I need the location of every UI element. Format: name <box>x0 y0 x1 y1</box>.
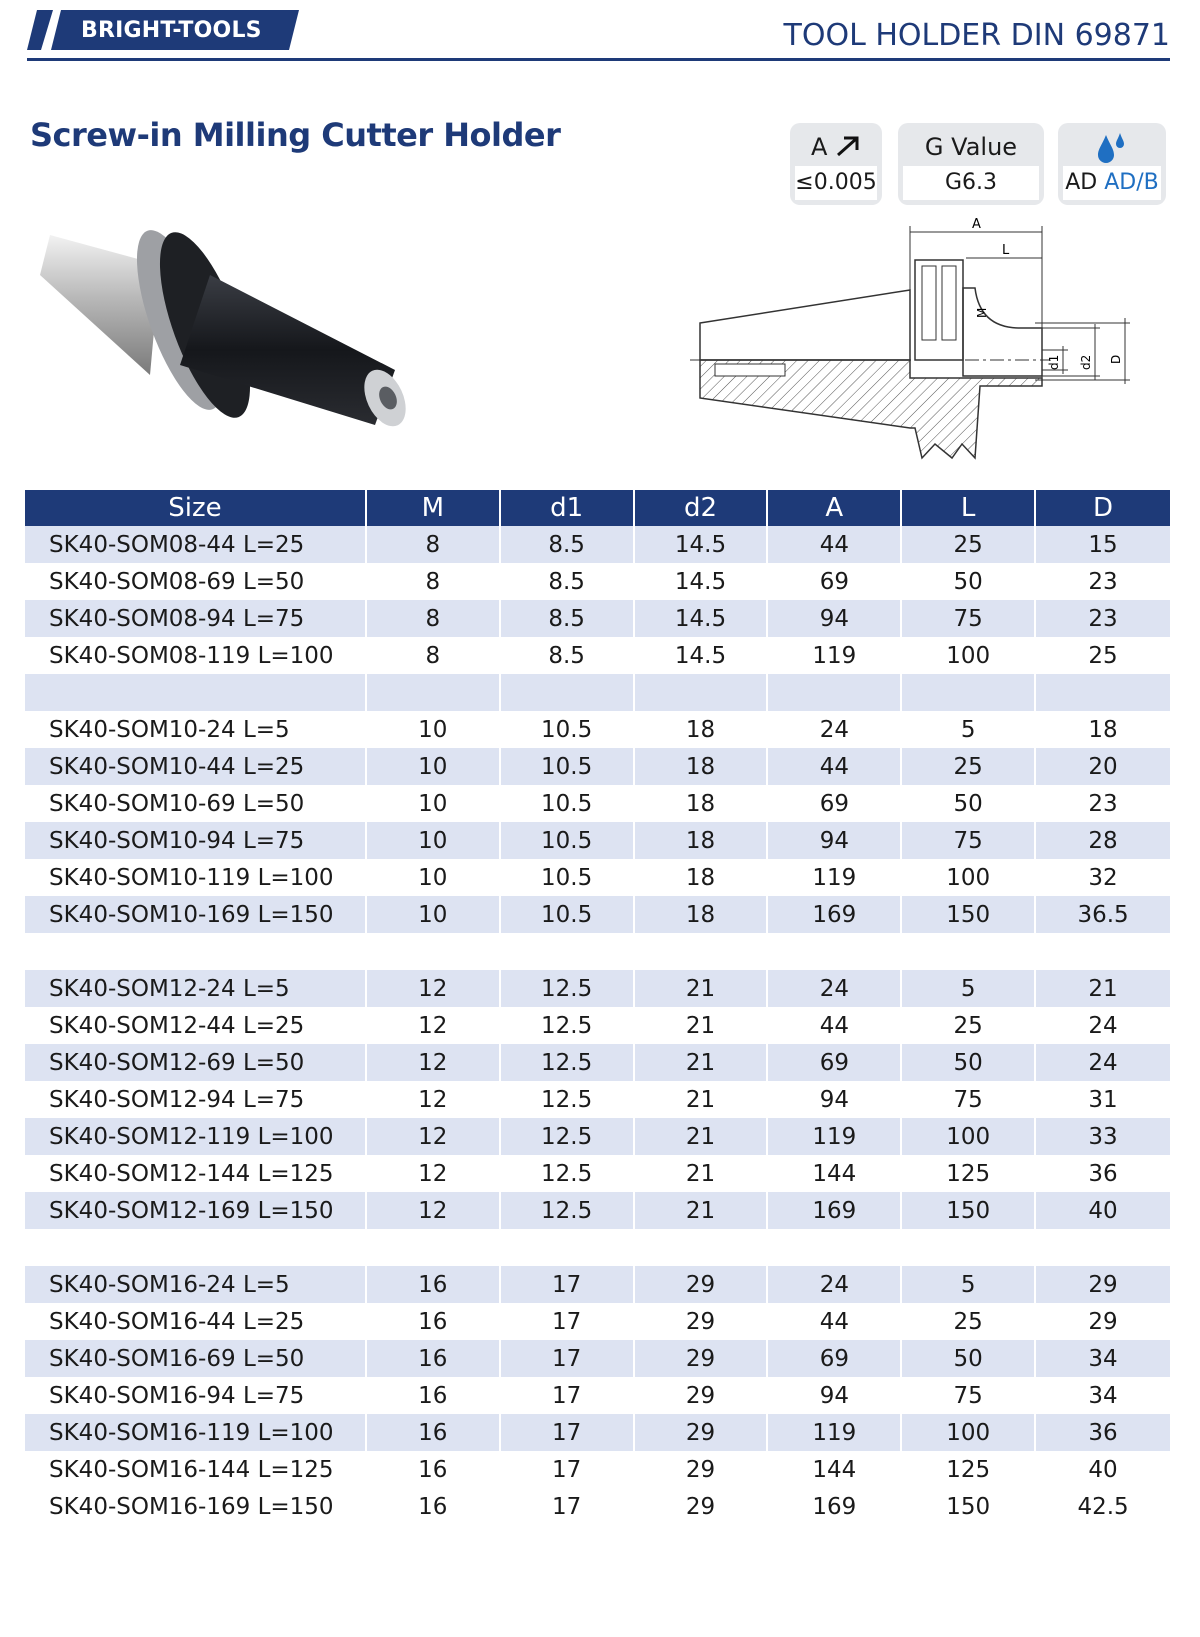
cell-d: 15 <box>1035 526 1170 563</box>
table-row <box>25 1118 1170 1155</box>
cell-size: SK40-SOM12-24 L=5 <box>25 970 366 1007</box>
col-m-header: M <box>366 490 500 526</box>
cell-m: 12 <box>366 1044 500 1081</box>
cell-d: 21 <box>1035 970 1170 1007</box>
cell-d2: 14.5 <box>634 526 768 563</box>
cell-a <box>767 674 901 711</box>
cell-m <box>366 674 500 711</box>
cell-d <box>1035 933 1170 970</box>
cell-d: 18 <box>1035 711 1170 748</box>
cell-d1 <box>500 674 634 711</box>
table-row <box>25 1155 1170 1192</box>
cell-m: 10 <box>366 859 500 896</box>
document-title: TOOL HOLDER DIN 69871 <box>783 18 1170 53</box>
cell-l: 25 <box>901 1303 1035 1340</box>
cell-d: 29 <box>1035 1266 1170 1303</box>
cell-d: 28 <box>1035 822 1170 859</box>
cell-d: 23 <box>1035 785 1170 822</box>
accuracy-label: A <box>790 131 882 163</box>
table-row <box>25 1229 1170 1266</box>
cell-d2 <box>634 933 768 970</box>
table-row <box>25 600 1170 637</box>
cell-l <box>901 933 1035 970</box>
cell-size: SK40-SOM10-69 L=50 <box>25 785 366 822</box>
cell-size: SK40-SOM16-169 L=150 <box>25 1488 366 1525</box>
cell-d1: 17 <box>500 1340 634 1377</box>
balance-value: G6.3 <box>903 166 1039 200</box>
runout-arrow-icon <box>835 135 861 157</box>
cell-a: 169 <box>767 1488 901 1525</box>
cell-size: SK40-SOM08-44 L=25 <box>25 526 366 563</box>
cell-a: 69 <box>767 1340 901 1377</box>
cell-d1 <box>500 1229 634 1266</box>
cell-m: 12 <box>366 1081 500 1118</box>
balance-label: G Value <box>924 133 1018 161</box>
cell-d2: 29 <box>634 1414 768 1451</box>
cell-d2: 29 <box>634 1377 768 1414</box>
table-row <box>25 748 1170 785</box>
cell-d2: 21 <box>634 1118 768 1155</box>
cell-d: 40 <box>1035 1451 1170 1488</box>
cell-d1: 10.5 <box>500 896 634 933</box>
coolant-value: AD AD/B <box>1063 166 1161 200</box>
cell-d1: 10.5 <box>500 859 634 896</box>
accuracy-value: ≤0.005 <box>795 166 877 200</box>
balance-badge <box>898 123 1044 205</box>
cell-m: 12 <box>366 1192 500 1229</box>
cell-d: 40 <box>1035 1192 1170 1229</box>
cell-m: 16 <box>366 1451 500 1488</box>
cell-m: 16 <box>366 1266 500 1303</box>
cell-d <box>1035 1229 1170 1266</box>
dim-m-label: M <box>975 307 989 318</box>
cell-d2 <box>634 1229 768 1266</box>
table-row <box>25 933 1170 970</box>
dim-a-label: A <box>972 218 981 232</box>
cell-size: SK40-SOM10-24 L=5 <box>25 711 366 748</box>
table-row <box>25 785 1170 822</box>
cell-a: 119 <box>767 637 901 674</box>
cell-m: 16 <box>366 1488 500 1525</box>
cell-d2 <box>634 674 768 711</box>
cell-d: 42.5 <box>1035 1488 1170 1525</box>
cell-d2: 14.5 <box>634 563 768 600</box>
cell-size: SK40-SOM10-169 L=150 <box>25 896 366 933</box>
table-row <box>25 1451 1170 1488</box>
cell-l: 150 <box>901 1192 1035 1229</box>
cell-a: 69 <box>767 785 901 822</box>
table-row <box>25 970 1170 1007</box>
cell-l: 25 <box>901 748 1035 785</box>
table-row <box>25 1192 1170 1229</box>
table-row <box>25 1340 1170 1377</box>
col-size-header: Size <box>25 490 366 526</box>
cell-d2: 21 <box>634 1155 768 1192</box>
cell-d2: 18 <box>634 822 768 859</box>
cell-l <box>901 1229 1035 1266</box>
cell-d: 24 <box>1035 1044 1170 1081</box>
cell-l: 75 <box>901 822 1035 859</box>
cell-m: 12 <box>366 1007 500 1044</box>
cell-l: 5 <box>901 1266 1035 1303</box>
cell-d1: 8.5 <box>500 600 634 637</box>
cell-d1: 17 <box>500 1488 634 1525</box>
cell-size <box>25 933 366 970</box>
cell-l: 100 <box>901 859 1035 896</box>
cell-a: 44 <box>767 1303 901 1340</box>
cell-l: 75 <box>901 1081 1035 1118</box>
cell-size: SK40-SOM16-24 L=5 <box>25 1266 366 1303</box>
cell-d <box>1035 674 1170 711</box>
cell-l: 100 <box>901 637 1035 674</box>
table-row <box>25 1266 1170 1303</box>
cell-a: 94 <box>767 822 901 859</box>
cell-size: SK40-SOM10-94 L=75 <box>25 822 366 859</box>
cell-m: 16 <box>366 1303 500 1340</box>
table-row <box>25 1081 1170 1118</box>
cell-l: 150 <box>901 896 1035 933</box>
cell-d1: 8.5 <box>500 637 634 674</box>
cell-d1: 17 <box>500 1451 634 1488</box>
cell-l: 50 <box>901 1340 1035 1377</box>
cell-d2: 29 <box>634 1451 768 1488</box>
cell-a: 94 <box>767 1377 901 1414</box>
cell-d2: 14.5 <box>634 637 768 674</box>
cell-d1 <box>500 933 634 970</box>
cell-size: SK40-SOM12-169 L=150 <box>25 1192 366 1229</box>
cell-size <box>25 674 366 711</box>
cell-d1: 10.5 <box>500 785 634 822</box>
dim-d-label: D <box>1109 354 1123 364</box>
cell-m: 8 <box>366 637 500 674</box>
cell-d: 36.5 <box>1035 896 1170 933</box>
cell-d: 33 <box>1035 1118 1170 1155</box>
cell-m: 16 <box>366 1340 500 1377</box>
cell-d: 31 <box>1035 1081 1170 1118</box>
cell-a: 119 <box>767 1414 901 1451</box>
cell-a: 119 <box>767 859 901 896</box>
cell-size: SK40-SOM16-44 L=25 <box>25 1303 366 1340</box>
cell-a: 169 <box>767 896 901 933</box>
cell-l: 75 <box>901 600 1035 637</box>
dim-l-label: L <box>1002 243 1010 258</box>
cell-m: 12 <box>366 1155 500 1192</box>
cell-m: 16 <box>366 1377 500 1414</box>
cell-d2: 18 <box>634 748 768 785</box>
cell-size: SK40-SOM16-69 L=50 <box>25 1340 366 1377</box>
cell-d: 34 <box>1035 1340 1170 1377</box>
cell-a: 44 <box>767 526 901 563</box>
table-row <box>25 1303 1170 1340</box>
cell-d1: 12.5 <box>500 970 634 1007</box>
cell-a: 119 <box>767 1118 901 1155</box>
cell-d: 23 <box>1035 600 1170 637</box>
cell-a: 94 <box>767 1081 901 1118</box>
table-row <box>25 526 1170 563</box>
cell-d2: 21 <box>634 1081 768 1118</box>
cell-m: 10 <box>366 748 500 785</box>
cell-d: 25 <box>1035 637 1170 674</box>
cell-a <box>767 933 901 970</box>
cell-size: SK40-SOM16-94 L=75 <box>25 1377 366 1414</box>
brand-name: BRIGHT-TOOLS <box>81 18 262 43</box>
cell-d: 24 <box>1035 1007 1170 1044</box>
table-row <box>25 859 1170 896</box>
cell-d2: 29 <box>634 1340 768 1377</box>
cell-size <box>25 1229 366 1266</box>
dim-d1-label: d1 <box>1047 354 1061 370</box>
cell-d2: 21 <box>634 1192 768 1229</box>
table-row <box>25 563 1170 600</box>
cell-d: 23 <box>1035 563 1170 600</box>
cell-l: 25 <box>901 1007 1035 1044</box>
cell-d1: 12.5 <box>500 1118 634 1155</box>
cell-d: 36 <box>1035 1155 1170 1192</box>
cell-a: 24 <box>767 970 901 1007</box>
cell-d1: 12.5 <box>500 1044 634 1081</box>
cell-size: SK40-SOM08-69 L=50 <box>25 563 366 600</box>
cell-d1: 12.5 <box>500 1007 634 1044</box>
cell-a: 94 <box>767 600 901 637</box>
header-divider <box>27 58 1170 61</box>
table-row <box>25 711 1170 748</box>
cell-d1: 12.5 <box>500 1192 634 1229</box>
cell-l: 25 <box>901 526 1035 563</box>
cell-size: SK40-SOM10-119 L=100 <box>25 859 366 896</box>
table-row <box>25 896 1170 933</box>
cell-d1: 8.5 <box>500 563 634 600</box>
table-row <box>25 1044 1170 1081</box>
coolant-label <box>1058 131 1166 163</box>
coolant-badge <box>1058 123 1166 205</box>
table-header-row <box>25 490 1170 526</box>
cell-l: 50 <box>901 1044 1035 1081</box>
cell-a: 144 <box>767 1451 901 1488</box>
cell-m: 10 <box>366 822 500 859</box>
cell-size: SK40-SOM12-119 L=100 <box>25 1118 366 1155</box>
brand-logo <box>27 10 307 50</box>
cell-a: 169 <box>767 1192 901 1229</box>
cell-d2: 21 <box>634 970 768 1007</box>
cell-d2: 14.5 <box>634 600 768 637</box>
product-title: Screw-in Milling Cutter Holder <box>30 116 561 154</box>
cell-m: 16 <box>366 1414 500 1451</box>
cell-l: 100 <box>901 1414 1035 1451</box>
cell-d1: 10.5 <box>500 822 634 859</box>
cell-l: 125 <box>901 1155 1035 1192</box>
cell-size: SK40-SOM16-119 L=100 <box>25 1414 366 1451</box>
table-row <box>25 674 1170 711</box>
cell-size: SK40-SOM12-144 L=125 <box>25 1155 366 1192</box>
technical-drawing <box>690 218 1170 483</box>
cell-d1: 12.5 <box>500 1155 634 1192</box>
cell-size: SK40-SOM12-69 L=50 <box>25 1044 366 1081</box>
cell-d2: 21 <box>634 1007 768 1044</box>
table-row <box>25 637 1170 674</box>
cell-m: 8 <box>366 563 500 600</box>
cell-d2: 21 <box>634 1044 768 1081</box>
cell-m <box>366 1229 500 1266</box>
cell-d1: 10.5 <box>500 748 634 785</box>
cell-size: SK40-SOM10-44 L=25 <box>25 748 366 785</box>
cell-size: SK40-SOM08-119 L=100 <box>25 637 366 674</box>
cell-m: 10 <box>366 711 500 748</box>
cell-size: SK40-SOM16-144 L=125 <box>25 1451 366 1488</box>
cell-d2: 29 <box>634 1303 768 1340</box>
dim-d2-label: d2 <box>1079 354 1093 370</box>
cell-size: SK40-SOM12-44 L=25 <box>25 1007 366 1044</box>
cell-m: 8 <box>366 600 500 637</box>
coolant-drops-icon <box>1092 131 1132 165</box>
cell-m <box>366 933 500 970</box>
cell-d1: 17 <box>500 1303 634 1340</box>
cell-d1: 17 <box>500 1377 634 1414</box>
cell-a: 69 <box>767 1044 901 1081</box>
cell-a: 44 <box>767 748 901 785</box>
cell-d2: 29 <box>634 1266 768 1303</box>
cell-a: 69 <box>767 563 901 600</box>
cell-l: 50 <box>901 563 1035 600</box>
cell-d: 20 <box>1035 748 1170 785</box>
col-d-header: D <box>1035 490 1170 526</box>
col-d1-header: d1 <box>500 490 634 526</box>
cell-m: 8 <box>366 526 500 563</box>
spec-table <box>25 490 1170 1525</box>
cell-size: SK40-SOM12-94 L=75 <box>25 1081 366 1118</box>
cell-l: 75 <box>901 1377 1035 1414</box>
cell-d1: 10.5 <box>500 711 634 748</box>
cell-l: 5 <box>901 711 1035 748</box>
cell-d2: 29 <box>634 1488 768 1525</box>
table-row <box>25 1007 1170 1044</box>
cell-l <box>901 674 1035 711</box>
col-d2-header: d2 <box>634 490 768 526</box>
cell-d1: 17 <box>500 1266 634 1303</box>
cell-m: 12 <box>366 970 500 1007</box>
table-row <box>25 1414 1170 1451</box>
cell-a: 24 <box>767 1266 901 1303</box>
col-l-header: L <box>901 490 1035 526</box>
table-body <box>25 526 1170 1525</box>
cell-d: 32 <box>1035 859 1170 896</box>
cell-m: 10 <box>366 896 500 933</box>
cell-d1: 8.5 <box>500 526 634 563</box>
table-row <box>25 1377 1170 1414</box>
cell-m: 10 <box>366 785 500 822</box>
cell-l: 50 <box>901 785 1035 822</box>
cell-a <box>767 1229 901 1266</box>
cell-d2: 18 <box>634 785 768 822</box>
cell-d: 29 <box>1035 1303 1170 1340</box>
product-photo <box>30 215 420 465</box>
cell-l: 125 <box>901 1451 1035 1488</box>
cell-d: 34 <box>1035 1377 1170 1414</box>
cell-m: 12 <box>366 1118 500 1155</box>
cell-size: SK40-SOM08-94 L=75 <box>25 600 366 637</box>
cell-d1: 17 <box>500 1414 634 1451</box>
cell-d: 36 <box>1035 1414 1170 1451</box>
table-row <box>25 822 1170 859</box>
cell-d2: 18 <box>634 896 768 933</box>
cell-l: 5 <box>901 970 1035 1007</box>
cell-d2: 18 <box>634 711 768 748</box>
cell-l: 100 <box>901 1118 1035 1155</box>
cell-a: 24 <box>767 711 901 748</box>
cell-d2: 18 <box>634 859 768 896</box>
cell-a: 144 <box>767 1155 901 1192</box>
cell-a: 44 <box>767 1007 901 1044</box>
cell-l: 150 <box>901 1488 1035 1525</box>
accuracy-badge <box>790 123 882 205</box>
table-row <box>25 1488 1170 1525</box>
col-a-header: A <box>767 490 901 526</box>
cell-d1: 12.5 <box>500 1081 634 1118</box>
